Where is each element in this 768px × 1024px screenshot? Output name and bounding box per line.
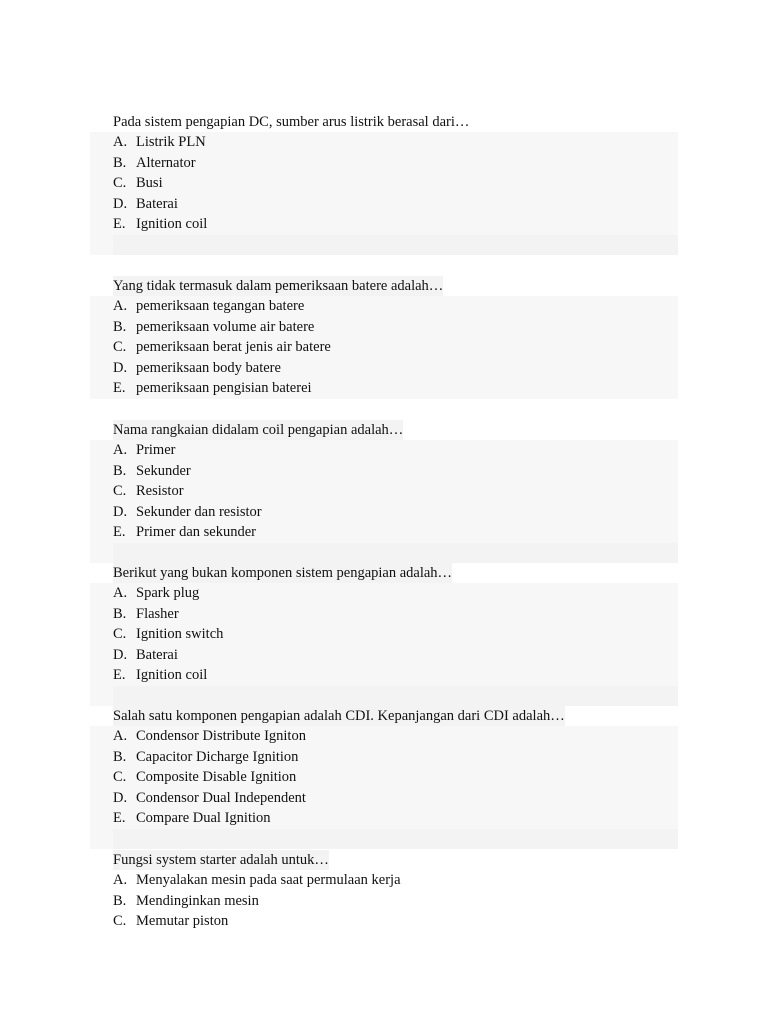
option-letter: B. (113, 605, 127, 622)
question-text: Pada sistem pengapian DC, sumber arus listrik berasal dari… (113, 114, 470, 130)
option-item (113, 665, 678, 686)
option-list (90, 440, 678, 563)
section-spacer (113, 235, 678, 255)
option-text: Alternator (136, 154, 196, 171)
option-letter: E. (113, 810, 126, 827)
question-text: Yang tidak termasuk dalam pemeriksaan batere adalah… (113, 278, 444, 294)
option-item (113, 337, 678, 358)
option-item (113, 604, 678, 625)
option-list (90, 583, 678, 706)
option-item (113, 747, 678, 768)
option-letter: A. (113, 872, 128, 888)
section-spacer (113, 829, 678, 849)
option-list (90, 870, 678, 932)
section-spacer (113, 686, 678, 706)
question-6 (90, 850, 678, 932)
option-text: Baterai (136, 646, 178, 663)
option-list (90, 132, 678, 255)
option-item (113, 911, 678, 932)
option-text: Listrik PLN (136, 134, 206, 150)
option-letter: D. (113, 359, 128, 376)
option-item (113, 461, 678, 482)
option-letter: C. (113, 175, 127, 192)
option-text: pemeriksaan body batere (136, 359, 281, 376)
option-letter: C. (113, 483, 127, 500)
option-item (113, 132, 678, 153)
option-text: Capacitor Dicharge Ignition (136, 748, 299, 765)
option-letter: C. (113, 339, 127, 356)
option-text: Flasher (136, 605, 179, 622)
question-text: Fungsi system starter adalah untuk… (113, 852, 329, 868)
option-letter: D. (113, 503, 128, 520)
option-item (113, 870, 678, 891)
option-letter: A. (113, 585, 128, 601)
option-item (113, 317, 678, 338)
option-item (113, 645, 678, 666)
option-item (113, 726, 678, 747)
option-letter: C. (113, 769, 127, 786)
option-letter: A. (113, 134, 128, 150)
option-item (113, 358, 678, 379)
option-text: Compare Dual Ignition (136, 810, 271, 827)
option-text: Busi (136, 175, 163, 192)
option-letter: D. (113, 195, 128, 212)
option-text: pemeriksaan berat jenis air batere (136, 339, 331, 356)
option-text: Mendinginkan mesin (136, 892, 259, 909)
option-list (90, 296, 678, 399)
question-3 (90, 420, 678, 563)
option-item (113, 767, 678, 788)
question-text: Nama rangkaian didalam coil pengapian adalah… (113, 422, 404, 438)
option-letter: B. (113, 462, 127, 479)
option-item (113, 522, 678, 543)
option-letter: A. (113, 442, 128, 458)
option-item (113, 153, 678, 174)
option-letter: E. (113, 524, 126, 541)
question-2 (90, 276, 678, 399)
option-item (113, 502, 678, 523)
option-item (113, 583, 678, 604)
option-text: Baterai (136, 195, 178, 212)
option-letter: E. (113, 667, 126, 684)
option-text: Ignition switch (136, 626, 224, 643)
section-spacer (113, 543, 678, 563)
option-text: Menyalakan mesin pada saat permulaan kerja (136, 872, 401, 888)
option-text: Spark plug (136, 585, 200, 601)
question-text: Salah satu komponen pengapian adalah CDI. Kepanjangan dari CDI adalah… (113, 708, 565, 724)
option-letter: B. (113, 892, 127, 909)
option-item (113, 296, 678, 317)
question-text: Berikut yang bukan komponen sistem pengapian adalah… (113, 565, 453, 581)
option-item (113, 808, 678, 829)
option-text: Ignition coil (136, 216, 208, 233)
option-letter: E. (113, 380, 126, 397)
option-list (90, 726, 678, 849)
option-item (113, 891, 678, 912)
option-item (113, 788, 678, 809)
question-1 (90, 112, 678, 255)
option-letter: B. (113, 154, 127, 171)
option-text: Ignition coil (136, 667, 208, 684)
option-item (113, 624, 678, 645)
option-text: pemeriksaan volume air batere (136, 318, 315, 335)
option-item (113, 481, 678, 502)
option-item (113, 440, 678, 461)
option-letter: A. (113, 298, 128, 314)
option-text: Memutar piston (136, 913, 229, 930)
option-letter: C. (113, 913, 127, 930)
option-letter: C. (113, 626, 127, 643)
option-item (113, 173, 678, 194)
option-letter: A. (113, 728, 128, 744)
option-letter: B. (113, 748, 127, 765)
question-5 (90, 706, 678, 849)
option-letter: B. (113, 318, 127, 335)
option-text: pemeriksaan pengisian baterei (136, 380, 312, 397)
option-text: Primer dan sekunder (136, 524, 256, 541)
option-item (113, 194, 678, 215)
question-4 (90, 563, 678, 706)
option-letter: E. (113, 216, 126, 233)
option-text: Sekunder (136, 462, 191, 479)
option-letter: D. (113, 646, 128, 663)
option-text: Primer (136, 442, 176, 458)
option-letter: D. (113, 789, 128, 806)
option-text: Condensor Distribute Igniton (136, 728, 306, 744)
option-text: pemeriksaan tegangan batere (136, 298, 305, 314)
option-text: Condensor Dual Independent (136, 789, 306, 806)
option-text: Resistor (136, 483, 184, 500)
option-text: Sekunder dan resistor (136, 503, 262, 520)
option-item (113, 378, 678, 399)
option-item (113, 214, 678, 235)
option-text: Composite Disable Ignition (136, 769, 297, 786)
